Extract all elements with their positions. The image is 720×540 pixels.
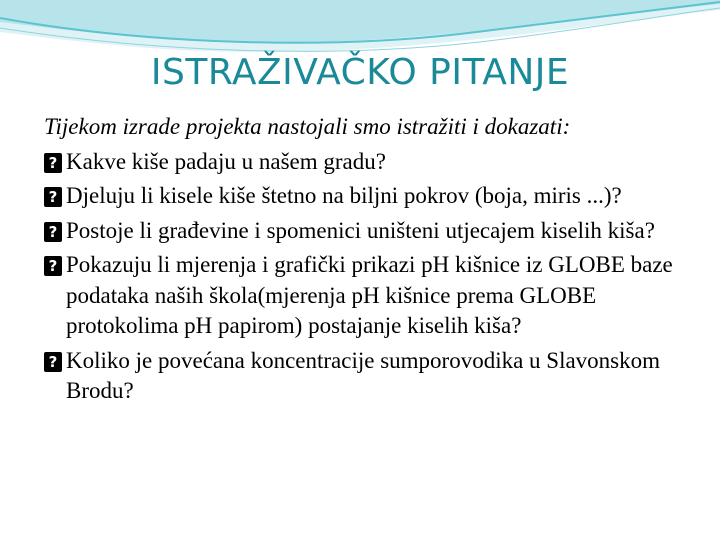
missing-glyph-icon: ? — [44, 352, 62, 372]
intro-text: Tijekom izrade projekta nastojali smo istražiti i dokazati: — [44, 114, 571, 139]
list-item — [44, 181, 694, 212]
question-list — [44, 147, 694, 407]
missing-glyph-icon: ? — [44, 256, 62, 276]
missing-glyph-icon: ? — [44, 222, 62, 242]
list-item — [44, 346, 694, 407]
list-item — [44, 147, 694, 178]
list-item-text: Djeluju li kisele kiše štetno na biljni pokrov (boja, miris ...)? — [66, 183, 622, 208]
slide-title: ISTRAŽIVAČKO PITANJE — [150, 52, 570, 93]
missing-glyph-icon: ? — [44, 153, 62, 173]
list-item — [44, 216, 694, 247]
list-item-text: Postoje li građevine i spomenici uništeni utjecajem kiselih kiša? — [66, 217, 655, 243]
missing-glyph-icon: ? — [44, 187, 62, 207]
slide-content — [44, 112, 694, 407]
list-item-text: Pokazuju li mjerenja i grafički prikazi pH kišnice iz GLOBE baze podataka naših škola(mjerenja pH kišnice prema GLOBE protokolima pH papirom) postajanje kiselih kiša? — [66, 252, 673, 338]
list-item-text: Kakve kiše padaju u našem gradu? — [66, 148, 386, 174]
list-item-text: Koliko je povećana koncentracije sumporovodika u Slavonskom Brodu? — [66, 347, 661, 403]
list-item — [44, 250, 694, 342]
